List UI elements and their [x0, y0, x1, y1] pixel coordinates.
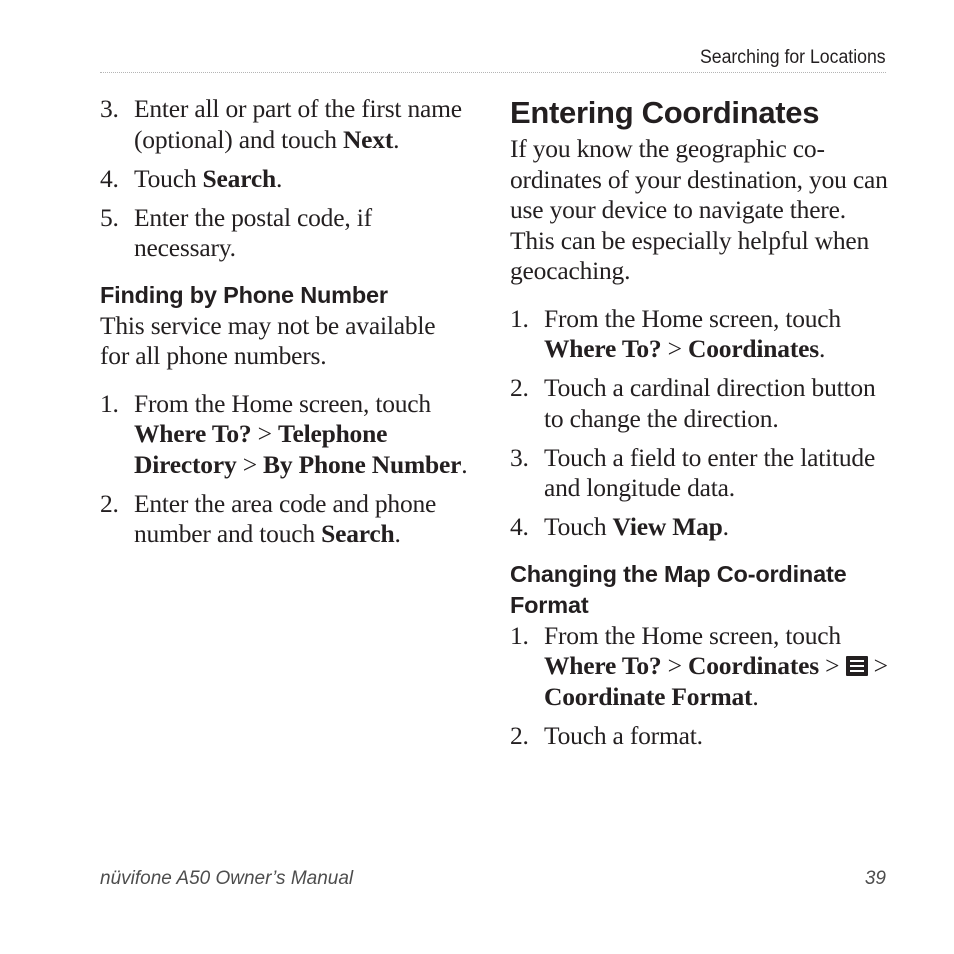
- coords-intro: If you know the geographic co-ordinates of your destination, you can use your device to navigate there. This can be especially helpful when geocaching.: [510, 134, 888, 285]
- list-item: 1. From the Home screen, touch Where To? > Telephone Directory > By Phone Number.: [100, 388, 468, 479]
- left-column: [100, 94, 470, 558]
- step-number: 1.: [510, 620, 529, 650]
- phone-steps: [100, 389, 470, 550]
- list-item: 4. Touch View Map.: [510, 512, 729, 541]
- ui-term: View Map: [612, 512, 723, 541]
- ui-term: Next: [342, 124, 394, 154]
- step-number: 1.: [510, 303, 529, 333]
- step-number: 4.: [510, 512, 529, 541]
- step-number: 5.: [100, 202, 119, 232]
- list-item: 1. From the Home screen, touch Where To? > Coordinates > > Coordinate Format.: [510, 620, 888, 711]
- step-number: 3.: [510, 442, 529, 472]
- page-number: 39: [864, 868, 886, 889]
- ui-term: Search: [202, 163, 276, 193]
- ui-term: Coordinates: [688, 334, 819, 363]
- list-item: 2. Enter the area code and phone number and touch Search.: [100, 488, 437, 548]
- step-number: 2.: [510, 720, 529, 750]
- name-search-steps: [100, 94, 470, 264]
- list-item: 4. Touch Search.: [100, 163, 283, 193]
- list-item: 5. Enter the postal code, if necessary.: [100, 202, 372, 262]
- right-column: [510, 94, 890, 760]
- ui-term: Coordinates: [688, 651, 819, 680]
- ui-term: Where To?: [544, 334, 662, 363]
- manual-title: nüvifone A50 Owner’s Manual: [100, 868, 354, 889]
- list-item: 2. Touch a format.: [510, 720, 703, 750]
- header-rule: [100, 72, 886, 73]
- list-item: 1. From the Home screen, touch Where To? > Coordinates.: [510, 303, 841, 363]
- list-item: 3. Enter all or part of the first name (optional) and touch Next.: [100, 94, 462, 154]
- ui-term: Telephone Directory: [134, 419, 388, 479]
- ui-term: Where To?: [134, 419, 252, 448]
- step-number: 2.: [510, 373, 529, 402]
- coords-steps: [510, 304, 890, 543]
- step-number: 1.: [100, 388, 119, 418]
- step-number: 4.: [100, 163, 119, 193]
- step-number: 3.: [100, 94, 119, 123]
- list-item: 3. Touch a field to enter the latitude and longitude data.: [510, 442, 876, 502]
- format-section-heading: Changing the Map Co-ordinate Format: [510, 560, 847, 618]
- format-steps: [510, 621, 890, 752]
- ui-term: By Phone Number: [263, 449, 462, 479]
- phone-intro: This service may not be available for all phone numbers.: [100, 310, 436, 370]
- menu-icon: [846, 656, 868, 676]
- ui-term: Where To?: [544, 651, 662, 680]
- header-title: Searching for Locations: [700, 47, 886, 68]
- coords-section-heading: Entering Coordinates: [510, 95, 820, 130]
- step-number: 2.: [100, 488, 119, 518]
- phone-section-heading: Finding by Phone Number: [100, 281, 388, 308]
- ui-term: Coordinate Format: [544, 681, 753, 711]
- ui-term: Search: [321, 519, 395, 548]
- list-item: 2. Touch a cardinal direction button to change the direction.: [510, 373, 876, 433]
